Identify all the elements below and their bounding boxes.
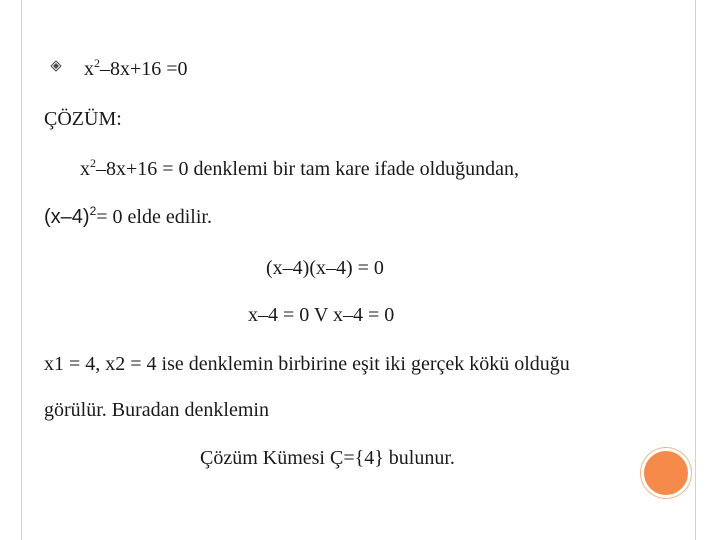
slide-frame-left xyxy=(21,0,22,540)
solution-line-1 xyxy=(80,157,519,181)
line2-exponent: 2 xyxy=(89,204,97,218)
diamond-bullet-icon xyxy=(50,60,62,72)
solution-line-6: görülür. Buradan denklemin xyxy=(44,399,269,421)
equation-rest: –8x+16 =0 xyxy=(100,58,188,80)
solution-result: Çözüm Kümesi Ç={4} bulunur. xyxy=(200,447,455,469)
solution-line-3: (x–4)(x–4) = 0 xyxy=(266,257,384,279)
line1-rest: –8x+16 = 0 denklemi bir tam kare ifade olduğundan, xyxy=(96,158,520,180)
solution-line-2 xyxy=(44,205,212,229)
solution-line-4: x–4 = 0 V x–4 = 0 xyxy=(248,304,395,326)
line2-base: (x–4) xyxy=(44,206,90,228)
line2-rest: = 0 elde edilir. xyxy=(96,206,212,228)
equation-base: x xyxy=(84,58,94,80)
decorative-orange-circle xyxy=(641,448,691,498)
equation-exponent: 2 xyxy=(94,56,100,70)
slide-frame-right xyxy=(695,0,696,540)
line1-exponent: 2 xyxy=(90,156,96,170)
line1-base: x xyxy=(80,158,90,180)
equation-title xyxy=(84,57,188,81)
solution-heading: ÇÖZÜM: xyxy=(44,108,122,130)
solution-line-5: x1 = 4, x2 = 4 ise denklemin birbirine eşit iki gerçek kökü olduğu xyxy=(44,353,570,375)
